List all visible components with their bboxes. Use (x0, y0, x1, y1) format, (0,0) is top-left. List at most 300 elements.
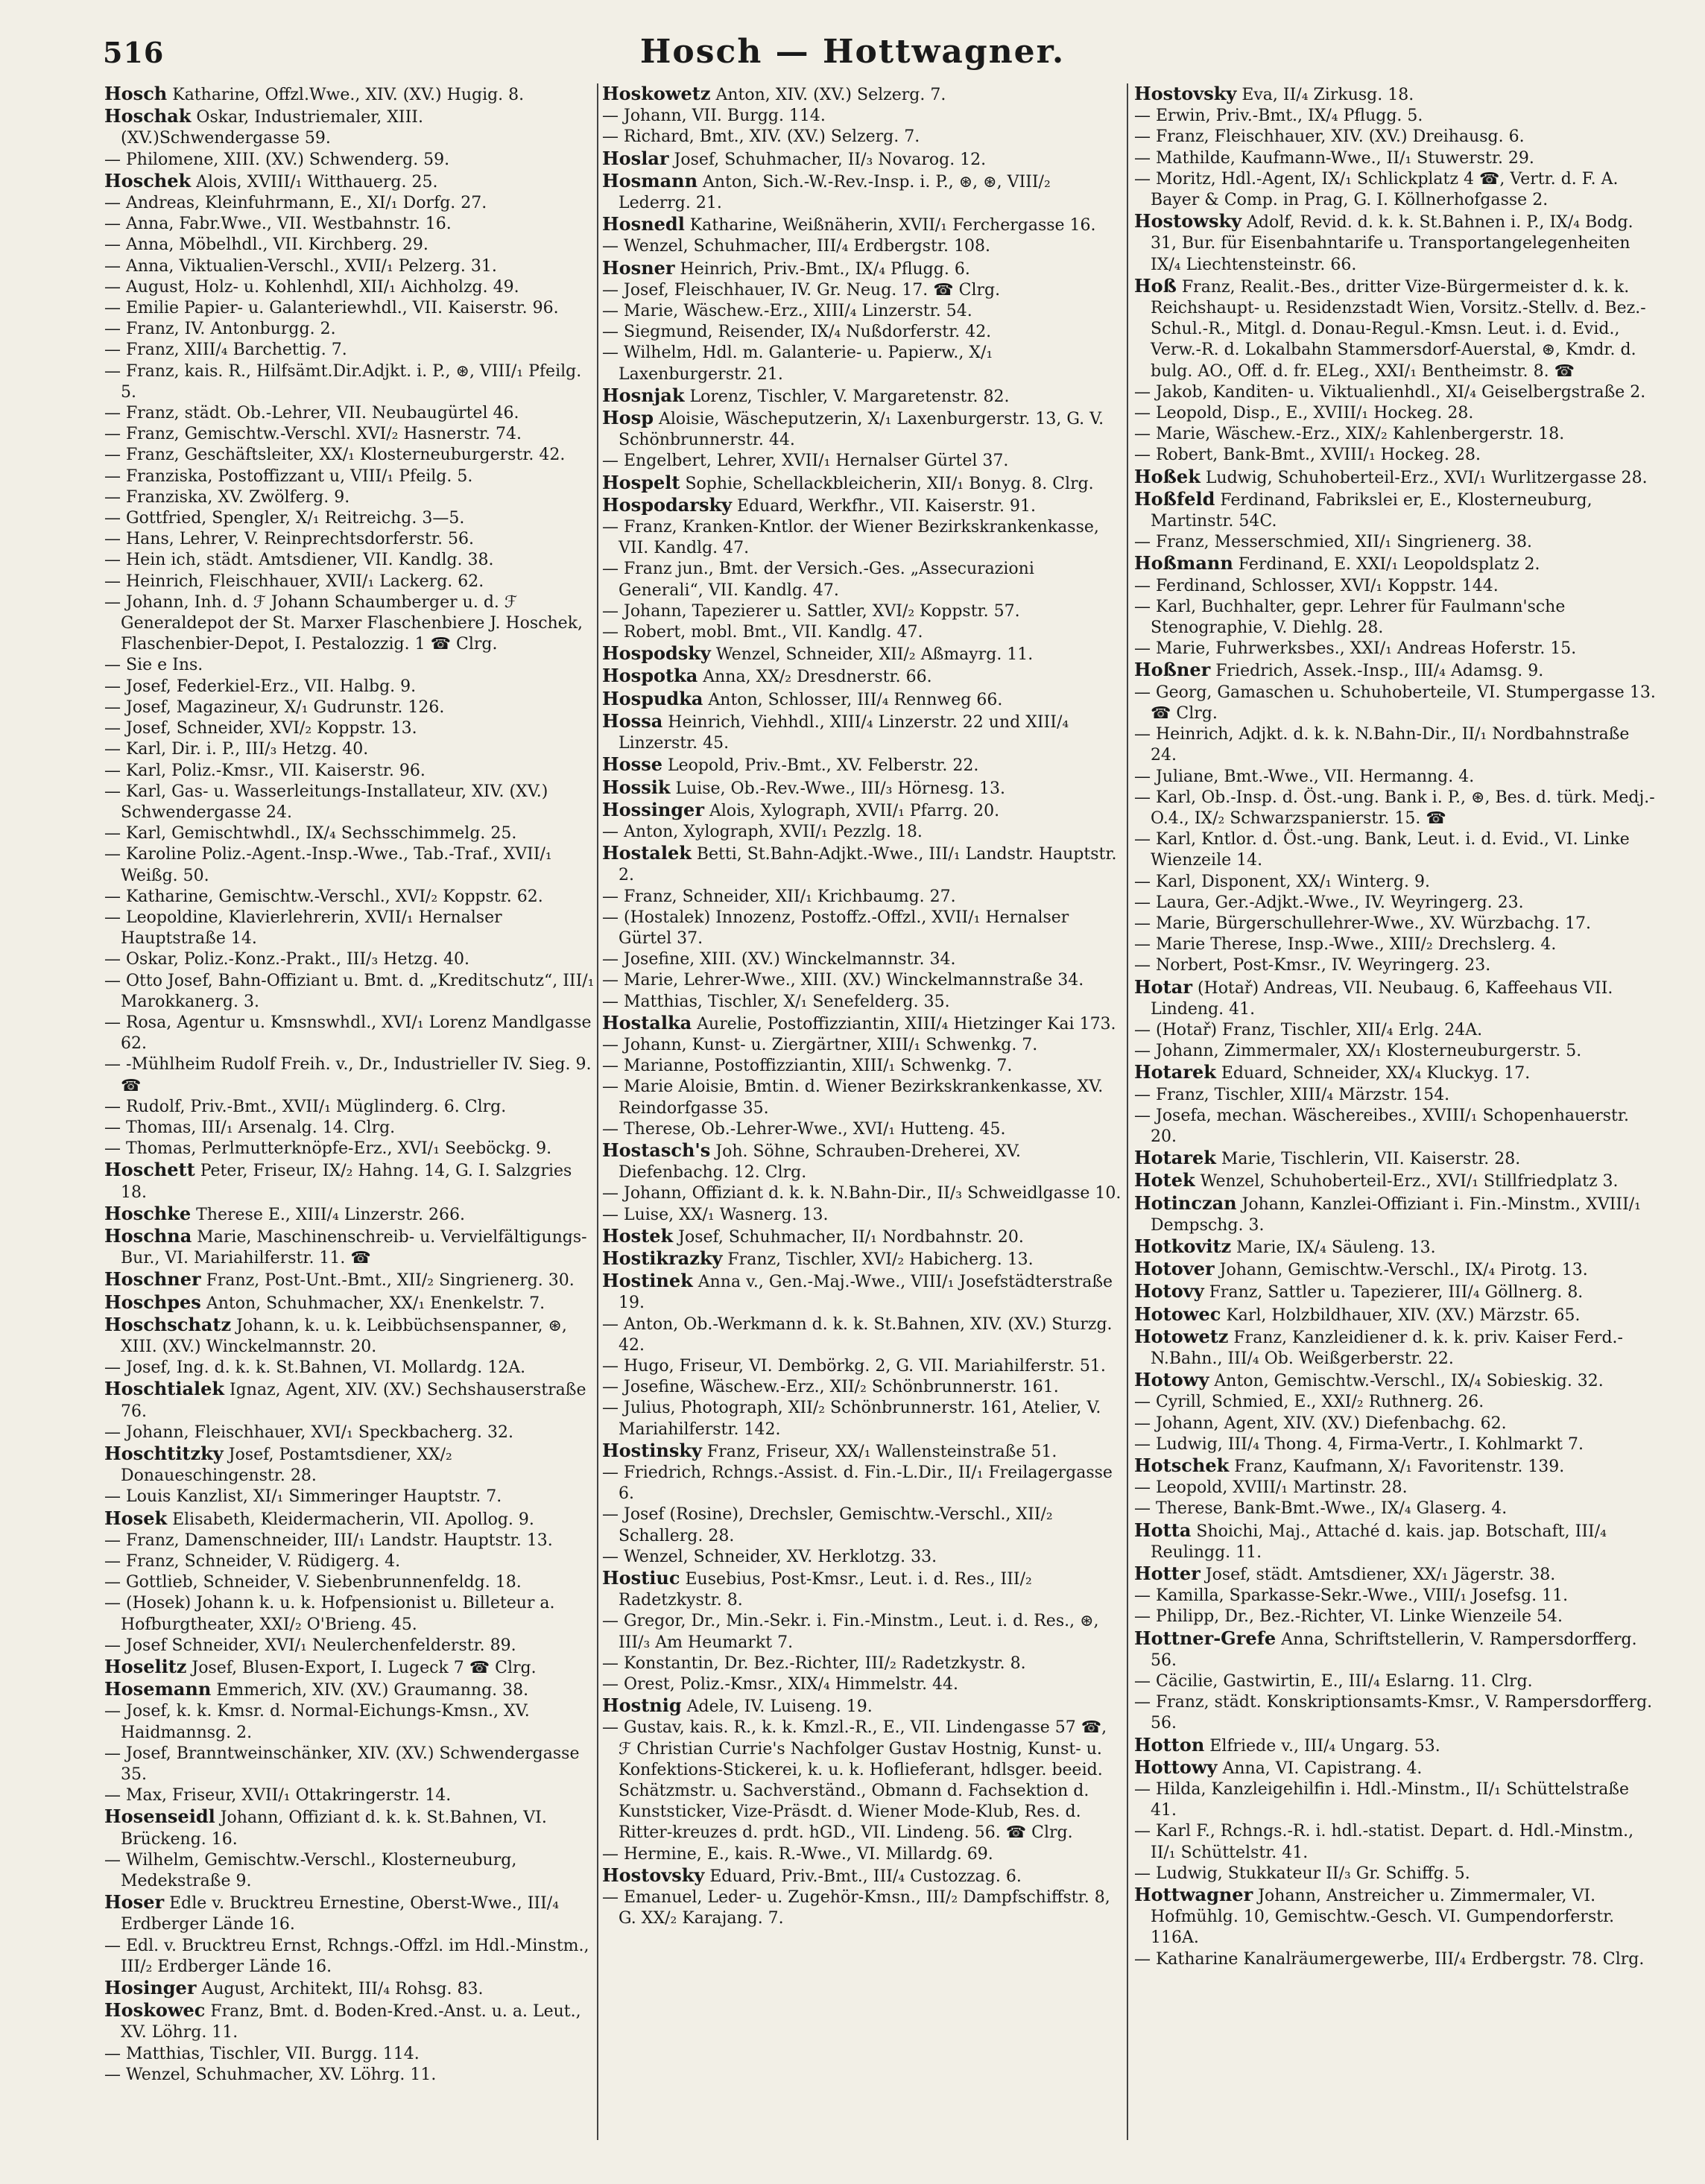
directory-entry (104, 1636, 595, 1656)
running-title: Hosch — Hottwagner. (639, 33, 1066, 71)
entry-details: Elfriede v., III/₄ Ungarg. 53. (1204, 1736, 1440, 1756)
entry-details: — Juliane, Bmt.-Wwe., VII. Hermanng. 4. (1134, 767, 1475, 786)
directory-entry (602, 236, 1124, 257)
directory-entry (602, 1205, 1124, 1226)
entry-details: — Josef, Federkiel-Erz., VII. Halbg. 9. (104, 677, 417, 696)
directory-entry (1134, 1062, 1656, 1084)
entry-details: — Laura, Ger.-Adjkt.-Wwe., IV. Weyringerg. 23. (1134, 893, 1524, 912)
entry-details: Karl, Holzbildhauer, XIV. (XV.) Märzstr. 65. (1221, 1305, 1581, 1325)
entry-details: Anton, Gemischtw.-Verschl., IX/₄ Sobieskig. 32. (1209, 1372, 1604, 1391)
directory-entry (104, 2000, 595, 2043)
directory-entry (602, 643, 1124, 665)
entry-surname: Hotschek (1134, 1455, 1230, 1476)
entry-surname: Hoselitz (104, 1656, 187, 1678)
entry-details: — Johann, Offiziant d. k. k. N.Bahn-Dir., II/₃ Schweidlgasse 10. (602, 1184, 1122, 1203)
entry-details: Johann, Kanzlei-Offiziant i. Fin.-Minstm., XVIII/₁ Dempschg. 3. (1151, 1194, 1642, 1235)
entry-surname: Hoschtialek (104, 1378, 225, 1400)
entry-surname: Hottowy (1134, 1756, 1218, 1778)
entry-details: Eusebius, Post-Kmsr., Leut. i. d. Res., III/₂ Radetzkystr. 8. (619, 1570, 1032, 1610)
entry-details: Anton, Sich.-W.-Rev.-Insp. i. P., ⊛, ⊛, VIII/₂ Lederrg. 21. (619, 172, 1051, 213)
entry-details: — Franz jun., Bmt. der Versich.-Ges. „Assecurazioni Generali“, VII. Kandlg. 47. (602, 560, 1034, 600)
entry-details: — Karoline Poliz.-Agent.-Insp.-Wwe., Tab.-Traf., XVII/₁ Weißg. 50. (104, 845, 552, 885)
entry-details: — Karl, Buchhalter, gepr. Lehrer für Faulmann'sche Stenographie, V. Diehlg. 28. (1134, 597, 1566, 638)
directory-entry (602, 472, 1124, 495)
entry-surname: Hotover (1134, 1258, 1215, 1280)
directory-entry (1134, 1020, 1656, 1041)
directory-entry (602, 754, 1124, 776)
entry-details: — Karl, Poliz.-Kmsr., VII. Kaiserstr. 96. (104, 761, 426, 780)
entry-details: — Matthias, Tischler, VII. Burgg. 114. (104, 2044, 420, 2063)
directory-column-2 (602, 83, 1124, 2147)
directory-entry (602, 171, 1124, 214)
entry-details: — Mathilde, Kaufmann-Wwe., II/₁ Stuwerstr. 29. (1134, 148, 1534, 168)
directory-entry (104, 718, 595, 739)
directory-entry (1134, 1193, 1656, 1236)
directory-entry (1134, 767, 1656, 788)
directory-entry (104, 592, 595, 656)
directory-entry (1134, 639, 1656, 659)
entry-details: — Wilhelm, Hdl. m. Galanterie- u. Papierw., X/₁ Laxenburgerstr. 21. (602, 344, 993, 384)
entry-details: — Franz, IV. Antonburgg. 2. (104, 320, 336, 339)
entry-details: — Otto Josef, Bahn-Offiziant u. Bmt. d. „Kreditschutz“, III/₁ Marokkanerg. 3. (104, 971, 595, 1011)
entry-surname: Hosnedl (602, 213, 685, 235)
directory-entry (104, 1292, 595, 1314)
entry-details: Eva, II/₄ Zirkusg. 18. (1236, 86, 1414, 104)
entry-details: — Franz, Schneider, XII/₁ Krichbaumg. 27. (602, 887, 956, 906)
directory-entry (1134, 1170, 1656, 1192)
entry-details: Ferdinand, E. XXI/₁ Leopoldsplatz 2. (1233, 555, 1540, 575)
directory-entry (104, 908, 595, 949)
directory-entry (1134, 1757, 1656, 1779)
entry-surname: Hosnjak (602, 384, 685, 406)
directory-entry (1134, 788, 1656, 829)
directory-entry (602, 601, 1124, 622)
entry-details: Anton, Schuhmacher, XX/₁ Enenkelstr. 7. (200, 1294, 545, 1313)
entry-details: — Anton, Ob.-Werkmann d. k. k. St.Bahnen, XIV. (XV.) Sturzg. 42. (602, 1314, 1113, 1355)
directory-entry (1134, 1607, 1656, 1627)
directory-entry (602, 1865, 1124, 1887)
directory-entry (602, 1844, 1124, 1865)
directory-entry (104, 782, 595, 823)
entry-details: — Karl F., Rchngs.-R. i. hdl.-statist. Depart. d. Hdl.-Minstm., II/₁ Schüttelstr. 41. (1134, 1822, 1634, 1862)
entry-details: — Josefa, mechan. Wäschereibes., XVIII/₁ Schopenhauerstr. 20. (1134, 1106, 1629, 1146)
directory-entry (1134, 211, 1656, 276)
directory-entry (1134, 1586, 1656, 1607)
directory-entry (602, 1887, 1124, 1929)
directory-entry (1134, 83, 1656, 106)
entry-details: — Jakob, Kanditen- u. Viktualienhdl., XI/₄ Geiselbergstraße 2. (1134, 382, 1646, 402)
directory-entry (104, 2065, 595, 2086)
directory-entry (104, 1551, 595, 1572)
directory-entry (104, 466, 595, 487)
entry-surname: Hospodarsky (602, 493, 733, 516)
directory-entry (104, 1744, 595, 1785)
entry-details: — Cyrill, Schmied, E., XXI/₂ Ruthnerg. 26. (1134, 1393, 1484, 1412)
entry-details: — Thomas, III/₁ Arsenalg. 14. Clrg. (104, 1118, 396, 1137)
directory-entry (104, 1226, 595, 1269)
entry-details: — Josef, k. k. Kmsr. d. Normal-Eichungs-Kmsn., XV. Haidmannsg. 2. (104, 1702, 530, 1742)
page-number: 516 (103, 36, 165, 69)
entry-surname: Hoser (104, 1891, 165, 1914)
entry-details: — Sie e Ins. (104, 656, 203, 675)
directory-entry (602, 1056, 1124, 1077)
entry-details: — Rosa, Agentur u. Kmsnswhdl., XVI/₁ Lorenz Mandlgasse 62. (104, 1013, 592, 1054)
entry-details: Eduard, Priv.-Bmt., III/₄ Custozzag. 6. (704, 1867, 1022, 1886)
entry-surname: Hotowy (1134, 1369, 1209, 1391)
directory-entry (1134, 659, 1656, 682)
entry-details: Joh. Söhne, Schrauben-Dreherei, XV. Diefenbachg. 12. Clrg. (619, 1142, 1021, 1183)
directory-entry (1134, 1085, 1656, 1106)
entry-details: — Wenzel, Schuhmacher, III/₄ Erdbergstr. 108. (602, 237, 990, 256)
entry-details: Emmerich, XIV. (XV.) Graumanng. 38. (211, 1681, 529, 1700)
entry-details: — (Hotař) Franz, Tischler, XII/₄ Erlg. 24A. (1134, 1020, 1483, 1039)
directory-entry (602, 992, 1124, 1013)
entry-details: Alois, Xylograph, XVII/₁ Pfarrg. 20. (703, 801, 1000, 820)
directory-entry (602, 970, 1124, 991)
directory-entry (104, 572, 595, 592)
entry-details: Eduard, Werkfhr., VII. Kaiserstr. 91. (732, 496, 1037, 516)
entry-details: Friedrich, Assek.-Insp., III/₄ Adamsg. 9. (1210, 662, 1544, 681)
directory-entry (104, 277, 595, 298)
entry-details: — (Hosek) Johann k. u. k. Hofpensionist u. Billeteur a. Hofburgtheater, XXI/₂ O'Brieng. 45. (104, 1594, 555, 1634)
entry-details: Anna v., Gen.-Maj.-Wwe., VIII/₁ Josefstädterstraße 19. (619, 1273, 1113, 1313)
entry-details: — Julius, Photograph, XII/₂ Schönbrunnerstr. 161, Atelier, V. Mariahilferstr. 142. (602, 1399, 1101, 1439)
directory-entry (602, 148, 1124, 171)
entry-details: Edle v. Brucktreu Ernestine, Oberst-Wwe., III/₄ Erdberger Lände 16. (121, 1894, 560, 1934)
directory-entry (104, 2044, 595, 2065)
entry-details: Luise, Ob.-Rev.-Wwe., III/₃ Hörnesg. 13. (670, 779, 1005, 798)
directory-entry (1134, 1779, 1656, 1821)
entry-details: — Franz, Geschäftsleiter, XX/₁ Klosterneuburgerstr. 42. (104, 446, 566, 465)
directory-entry (602, 1077, 1124, 1118)
directory-entry (1134, 914, 1656, 934)
directory-entry (1134, 148, 1656, 169)
directory-entry (602, 665, 1124, 688)
entry-details: Josef, Schuhmacher, II/₁ Nordbahnstr. 20. (673, 1227, 1024, 1247)
entry-details: — Josef, Branntweinschänker, XIV. (XV.) Schwendergasse 35. (104, 1744, 580, 1785)
page-header (0, 0, 1705, 82)
entry-surname: Hosenseidl (104, 1805, 215, 1828)
directory-entry (1134, 1692, 1656, 1734)
entry-details: — Oskar, Poliz.-Konz.-Prakt., III/₃ Hetzg. 40. (104, 950, 469, 969)
entry-details: — (Hostalek) Innozenz, Postoffz.-Offzl., XVII/₁ Hernalser Gürtel 37. (602, 908, 1069, 948)
entry-details: — Hein ich, städt. Amtsdiener, VII. Kandlg. 38. (104, 551, 494, 570)
entry-details: — Hans, Lehrer, V. Reinprechtsdorferstr. 56. (104, 530, 474, 549)
entry-details: Sophie, Schellackbleicherin, XII/₁ Bonyg. 8. Clrg. (680, 474, 1094, 493)
directory-entry (1134, 382, 1656, 403)
directory-entry (1134, 934, 1656, 955)
entry-details: — Gustav, kais. R., k. k. Kmzl.-R., E., VII. Lindengasse 57 ☎, ℱ Christian Currie's Nachfolger Gustav Hostnig, Kunst- u. Konfektions-Stickerei, k. u. k. Hoflieferant, hdlsger. beeid. Schätzmstr. u. Sachverständ., Obmann d. Fachsektion d. Kunststicker, Vize-Präsdt. d. Wiener Mode-Klub, Res. d. Ritter-kreuzes d. prdt. hGD., VII. Lindeng. 56. ☎ Clrg. (602, 1718, 1107, 1843)
entry-details: — Therese, Bank-Bmt.-Wwe., IX/₄ Glaserg. 4. (1134, 1499, 1508, 1519)
directory-entry (104, 1936, 595, 1978)
entry-surname: Hospudka (602, 687, 703, 709)
directory-entry (602, 1653, 1124, 1674)
directory-entry (104, 1806, 595, 1849)
entry-surname: Hoßfeld (1134, 487, 1215, 510)
entry-details: — Karl, Gemischtwhdl., IX/₄ Sechsschimmelg. 25. (104, 824, 517, 843)
entry-surname: Hoschak (104, 105, 192, 127)
entry-details: — -Mühlheim Rudolf Freih. v., Dr., Industrieller IV. Sieg. 9. ☎ (104, 1055, 592, 1095)
entry-details: — Engelbert, Lehrer, XVII/₁ Hernalser Gürtel 37. (602, 452, 1009, 471)
directory-entry (602, 1611, 1124, 1653)
directory-entry (104, 844, 595, 886)
directory-entry (602, 1674, 1124, 1695)
entry-surname: Hoschke (104, 1202, 192, 1224)
entry-details: — Katharine, Gemischtw.-Verschl., XVI/₂ Koppstr. 62. (104, 887, 543, 906)
entry-details: Josef, Postamtsdiener, XX/₂ Donaueschingenstr. 28. (121, 1446, 452, 1486)
entry-details: — Johann, Fleischhauer, XVI/₁ Speckbacherg. 32. (104, 1422, 513, 1442)
entry-details: — Johann, Inh. d. ℱ Johann Schaumberger u. d. ℱ Generaldepot der St. Marxer Flaschenbiere J. Hoschek, Flaschenbier-Depot, I. Pestalozzig. 1 ☎ Clrg. (104, 592, 583, 654)
directory-entry (602, 343, 1124, 384)
directory-entry (602, 1270, 1124, 1314)
entry-details: — Georg, Gamaschen u. Schuhoberteile, VI. Stumpergasse 13. ☎ Clrg. (1134, 683, 1656, 723)
directory-entry (104, 214, 595, 235)
entry-surname: Hoschpes (104, 1291, 201, 1313)
directory-entry (104, 298, 595, 319)
entry-details: — Josefine, Wäschew.-Erz., XII/₂ Schönbrunnerstr. 161. (602, 1378, 1059, 1397)
directory-column-1 (104, 83, 595, 2147)
directory-entry (104, 256, 595, 277)
entry-surname: Hoßner (1134, 659, 1211, 681)
directory-entry (104, 424, 595, 445)
entry-details: Adele, IV. Luiseng. 19. (681, 1697, 873, 1717)
directory-entry (104, 761, 595, 782)
entry-details: — Hugo, Friseur, VI. Dembörkg. 2, G. VII. Mariahilferstr. 51. (602, 1356, 1106, 1376)
entry-details: Franz, Post-Unt.-Bmt., XII/₂ Singrienerg. 30. (200, 1271, 575, 1291)
entry-surname: Hoschna (104, 1224, 192, 1247)
entry-details: Heinrich, Viehhdl., XIII/₄ Linzerstr. 22 und XIII/₄ Linzerstr. 45. (619, 712, 1069, 753)
directory-entry (1134, 1498, 1656, 1519)
entry-surname: Hossinger (602, 798, 704, 820)
directory-entry (104, 1701, 595, 1743)
entry-surname: Hottwagner (1134, 1884, 1253, 1906)
entry-surname: Hossa (602, 709, 663, 732)
directory-entry (104, 1593, 595, 1635)
directory-entry (602, 711, 1124, 754)
entry-details: Anton, Schlosser, III/₄ Rennweg 66. (703, 690, 1003, 709)
column-divider (597, 83, 598, 2140)
entry-surname: Hostnig (602, 1694, 682, 1717)
entry-surname: Hoschett (104, 1159, 195, 1181)
entry-surname: Hotarek (1134, 1147, 1216, 1169)
entry-details: — Franziska, XV. Zwölferg. 9. (104, 487, 350, 507)
directory-entry (602, 1119, 1124, 1140)
directory-entry (1134, 1478, 1656, 1498)
directory-entry (602, 559, 1124, 601)
entry-details: — Franz, Gemischtw.-Verschl. XVI/₂ Hasnerstr. 74. (104, 425, 522, 444)
directory-entry (1134, 1864, 1656, 1884)
entry-surname: Hospotka (602, 665, 698, 687)
entry-details: — Franz, Kranken-Kntlor. der Wiener Bezirkskrankenkasse, VII. Kandlg. 47. (602, 518, 1099, 558)
entry-details: — Gottlieb, Schneider, V. Siebenbrunnenfeldg. 18. (104, 1573, 522, 1592)
directory-entry (602, 1440, 1124, 1463)
entry-details: — Marianne, Postoffizziantin, XIII/₁ Schwenkg. 7. (602, 1057, 1013, 1076)
entry-surname: Hotek (1134, 1169, 1195, 1191)
directory-entry (104, 529, 595, 550)
directory-entry (602, 1695, 1124, 1718)
entry-details: Josef, Schuhmacher, II/₃ Novarog. 12. (668, 150, 987, 169)
entry-details: — Friedrich, Rchngs.-Assist. d. Fin.-L.Dir., II/₁ Freilagergasse 6. (602, 1463, 1113, 1504)
directory-entry (602, 1226, 1124, 1248)
directory-entry (104, 1508, 595, 1531)
directory-entry (1134, 1106, 1656, 1148)
entry-details: Alois, XVIII/₁ Witthauerg. 25. (191, 172, 438, 192)
directory-entry (1134, 1236, 1656, 1259)
entry-details: Oskar, Industriemaler, XIII.(XV.)Schwendergasse 59. (121, 108, 423, 148)
entry-details: — Orest, Poliz.-Kmsr., XIX/₄ Himmelstr. 44. (602, 1675, 959, 1694)
entry-surname: Hosemann (104, 1678, 212, 1700)
entry-details: — Philomene, XIII. (XV.) Schwenderg. 59. (104, 150, 450, 169)
entry-surname: Hosmann (602, 169, 698, 192)
entry-surname: Hoschschatz (104, 1313, 232, 1335)
entry-details: — Josef, Fleischhauer, IV. Gr. Neug. 17. ☎ Clrg. (602, 280, 1001, 300)
entry-details: — Franz, städt. Konskriptionsamts-Kmsr., V. Rampersdorfferg. 56. (1134, 1693, 1653, 1733)
directory-entry (602, 1718, 1124, 1843)
entry-details: Ferdinand, Fabrikslei er, E., Klosterneuburg, Martinstr. 54C. (1151, 490, 1592, 531)
directory-entry (1134, 532, 1656, 553)
entry-surname: Hostikrazky (602, 1247, 723, 1269)
entry-details: Josef, städt. Amtsdiener, XX/₁ Jägerstr. 38. (1200, 1566, 1556, 1585)
entry-details: — Anna, Fabr.Wwe., VII. Westbahnstr. 16. (104, 215, 452, 234)
directory-entry (1134, 106, 1656, 127)
directory-entry (1134, 466, 1656, 489)
directory-entry (602, 451, 1124, 472)
entry-details: Anna, Schriftstellerin, V. Rampersdorfferg. 56. (1151, 1630, 1637, 1670)
entry-details: — Leopold, Disp., E., XVIII/₁ Hockeg. 28. (1134, 404, 1474, 423)
entry-details: — Ludwig, Stukkateur II/₃ Gr. Schiffg. 5. (1134, 1864, 1470, 1883)
entry-details: — Wilhelm, Gemischtw.-Verschl., Klosterneuburg, Medekstraße 9. (104, 1850, 517, 1891)
entry-details: — Richard, Bmt., XIV. (XV.) Selzerg. 7. (602, 127, 920, 147)
entry-details: — Robert, mobl. Bmt., VII. Kandlg. 47. (602, 623, 923, 642)
entry-details: — Marie, Bürgerschullehrer-Wwe., XV. Würzbachg. 17. (1134, 914, 1592, 933)
directory-entry (1134, 1628, 1656, 1671)
directory-entry (104, 1358, 595, 1379)
entry-details: Adolf, Revid. d. k. k. St.Bahnen i. P., IX/₄ Bodg. 31, Bur. für Eisenbahntarife u. Transportangelegenheiten IX/₄ Liechtensteinstr. 66. (1151, 213, 1633, 274)
directory-entry (602, 689, 1124, 711)
entry-surname: Hoßek (1134, 465, 1201, 487)
directory-entry (104, 83, 595, 106)
entry-surname: Hossik (602, 776, 671, 798)
entry-details: — Josef Schneider, XVI/₁ Neulerchenfelderstr. 89. (104, 1636, 516, 1655)
entry-surname: Hotton (1134, 1733, 1205, 1756)
directory-entry (1134, 1414, 1656, 1434)
directory-entry (1134, 1148, 1656, 1170)
directory-entry (104, 487, 595, 508)
entry-details: — Hilda, Kanzleigehilfin i. Hdl.-Minstm., II/₁ Schüttelstraße 41. (1134, 1780, 1630, 1820)
entry-details: — Karl, Disponent, XX/₁ Winterg. 9. (1134, 872, 1430, 891)
entry-details: — Franz, städt. Ob.-Lehrer, VII. Neubaugürtel 46. (104, 404, 519, 423)
entry-details: Josef, Blusen-Export, I. Lugeck 7 ☎ Clrg. (186, 1659, 537, 1678)
entry-details: — Norbert, Post-Kmsr., IV. Weyringerg. 23. (1134, 956, 1491, 975)
entry-details: Aloisie, Wäscheputzerin, X/₁ Laxenburgerstr. 13, G. V. Schönbrunnerstr. 44. (619, 410, 1104, 450)
entry-surname: Hostinsky (602, 1439, 702, 1461)
entry-details: — Marie, Wäschew.-Erz., XIII/₄ Linzerstr. 54. (602, 302, 972, 321)
directory-entry (602, 322, 1124, 343)
directory-entry (104, 1785, 595, 1806)
entry-details: Katharine, Weißnäherin, XVII/₁ Ferchergasse 16. (684, 216, 1096, 235)
directory-entry (602, 517, 1124, 559)
entry-surname: Hoschek (104, 169, 192, 192)
entry-details: — Marie, Wäschew.-Erz., XIX/₂ Kahlenbergerstr. 18. (1134, 425, 1565, 444)
directory-entry (602, 1504, 1124, 1546)
entry-details: Marie, Maschinenschreib- u. Vervielfältigungs-Bur., VI. Mariahilferstr. 11. ☎ (121, 1227, 587, 1268)
entry-details: Therese E., XIII/₄ Linzerstr. 266. (191, 1205, 465, 1224)
directory-entry (1134, 1370, 1656, 1392)
entry-surname: Hotter (1134, 1563, 1201, 1585)
directory-entry (1134, 1520, 1656, 1563)
directory-entry (104, 150, 595, 171)
entry-surname: Hoskowetz (602, 83, 711, 104)
directory-entry (1134, 1455, 1656, 1478)
directory-entry (104, 1159, 595, 1203)
directory-entry (1134, 1563, 1656, 1586)
entry-details: — Ludwig, III/₄ Thong. 4, Firma-Vertr., I. Kohlmarkt 7. (1134, 1434, 1584, 1454)
entry-details: — Matthias, Tischler, X/₁ Senefelderg. 35. (602, 992, 950, 1011)
entry-details: Marie, IX/₄ Säuleng. 13. (1231, 1238, 1436, 1257)
entry-surname: Hostovsky (602, 1864, 705, 1886)
directory-entry (602, 258, 1124, 280)
entry-details: — Josef, Magazineur, X/₁ Gudrunstr. 126. (104, 697, 445, 717)
entry-details: Leopold, Priv.-Bmt., XV. Felberstr. 22. (662, 756, 979, 776)
entry-details: — Cäcilie, Gastwirtin, E., III/₄ Eslarng. 11. Clrg. (1134, 1672, 1533, 1691)
entry-details: — Thomas, Perlmutterknöpfe-Erz., XVI/₁ Seeböckg. 9. (104, 1139, 552, 1159)
entry-details: — Franz, Fleischhauer, XIV. (XV.) Dreihausg. 6. (1134, 127, 1525, 147)
directory-entry (602, 408, 1124, 451)
entry-surname: Hosinger (104, 1977, 197, 1999)
entry-surname: Hosp (602, 407, 654, 429)
directory-entry (104, 1203, 595, 1226)
entry-details: Franz, Sattler u. Tapezierer, III/₄ Göllnerg. 8. (1203, 1283, 1584, 1303)
directory-entry (104, 677, 595, 697)
entry-details: — Johann, Kunst- u. Ziergärtner, XIII/₁ Schwenkg. 7. (602, 1035, 1038, 1054)
directory-entry (1134, 1949, 1656, 1970)
directory-entry (602, 1547, 1124, 1568)
directory-entry (1134, 403, 1656, 424)
entry-surname: Hostek (602, 1224, 674, 1247)
entry-surname: Hoschner (104, 1268, 201, 1291)
entry-surname: Hoslar (602, 147, 669, 169)
directory-entry (104, 887, 595, 908)
directory-entry (104, 508, 595, 529)
entry-details: Eduard, Schneider, XX/₄ Kluckyg. 17. (1215, 1064, 1531, 1083)
entry-surname: Hoschtitzky (104, 1443, 224, 1464)
directory-entry (602, 1183, 1124, 1204)
entry-surname: Hosch (104, 83, 168, 104)
entry-details: — Max, Friseur, XVII/₁ Ottakringerstr. 14. (104, 1786, 452, 1805)
directory-entry (602, 908, 1124, 949)
entry-surname: Hoßmann (1134, 552, 1233, 575)
directory-entry (104, 1139, 595, 1159)
entry-details: — Louis Kanzlist, XI/₁ Simmeringer Hauptstr. 7. (104, 1487, 502, 1507)
entry-details: — Franz, Schneider, V. Rüdigerg. 4. (104, 1552, 401, 1571)
entry-surname: Hostalka (602, 1011, 692, 1034)
directory-entry (104, 1487, 595, 1507)
directory-entry (1134, 553, 1656, 575)
directory-entry (602, 1314, 1124, 1356)
entry-details: August, Architekt, III/₄ Rohsg. 83. (196, 1980, 484, 1999)
entry-surname: Hotta (1134, 1519, 1192, 1541)
directory-entry (602, 83, 1124, 106)
entry-surname: Hostasch's (602, 1139, 711, 1161)
directory-entry (104, 1850, 595, 1892)
directory-entry (1134, 1392, 1656, 1413)
column-divider (1127, 83, 1128, 2140)
entry-details: — Johann, Zimmermaler, XX/₁ Klosterneuburgerstr. 5. (1134, 1042, 1582, 1061)
entry-details: — Marie, Fuhrwerksbes., XXI/₁ Andreas Hoferstr. 15. (1134, 639, 1577, 659)
entry-details: Elisabeth, Kleidermacherin, VII. Apollog. 9. (167, 1510, 534, 1529)
directory-entry (1134, 1326, 1656, 1370)
entry-details: — Franz, Messerschmied, XII/₁ Singrienerg. 38. (1134, 533, 1533, 552)
